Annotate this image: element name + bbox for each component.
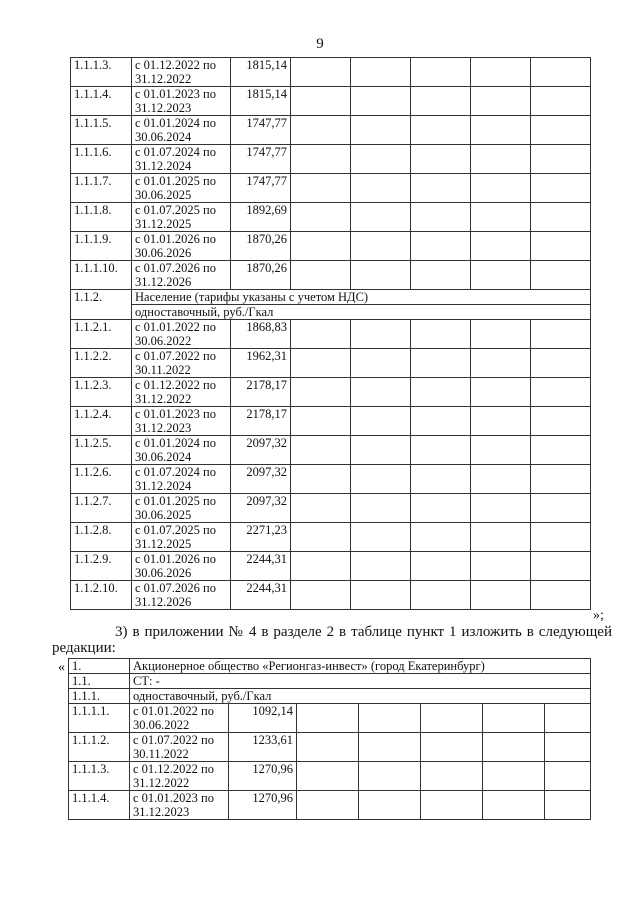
empty-cell [411,494,471,523]
empty-cell [483,791,545,820]
empty-cell [291,116,351,145]
row-number: 1.1.2.8. [71,523,132,552]
row-number: 1.1.1.2. [69,733,130,762]
empty-cell [471,581,531,610]
group-row [71,290,591,305]
period-end: 31.12.2024 [135,159,192,173]
period-end: 31.12.2023 [133,805,190,819]
tariff-row [71,116,591,145]
empty-cell [421,762,483,791]
tariff-row [71,261,591,290]
empty-cell [545,704,591,733]
tariff-value: 1870,26 [231,261,291,290]
tariff-value: 1870,26 [231,232,291,261]
empty-cell [351,523,411,552]
period-end: 31.12.2024 [135,479,192,493]
empty-cell [471,232,531,261]
empty-cell [351,203,411,232]
row-number: 1.1.1.7. [71,174,132,203]
empty-cell [411,465,471,494]
tariff-value: 1815,14 [231,58,291,87]
period-end: 31.12.2026 [135,595,192,609]
empty-cell [471,261,531,290]
row-number: 1.1.2.4. [71,407,132,436]
empty-cell [291,581,351,610]
empty-cell [297,733,359,762]
period-cell [130,733,229,762]
tariff-table-continuation [70,57,591,610]
closing-quote: »; [593,608,604,623]
period-end: 31.12.2025 [135,217,192,231]
empty-cell [351,581,411,610]
empty-cell [297,762,359,791]
row-number: 1.1.1.4. [69,791,130,820]
empty-cell [291,349,351,378]
row-number: 1.1.1.8. [71,203,132,232]
empty-cell [471,552,531,581]
tariff-row [71,58,591,87]
empty-cell [297,791,359,820]
group-title: Население (тарифы указаны с учетом НДС) [132,290,591,305]
tariff-row [71,87,591,116]
empty-cell [411,581,471,610]
empty-cell [471,523,531,552]
org-title: Акционерное общество «Регионгаз-инвест» (город Екатеринбург) [130,659,591,674]
period-start: с 01.01.2023 по [135,87,216,101]
tariff-row [71,145,591,174]
empty-cell [531,436,591,465]
group-subtitle-row [71,305,591,320]
empty-cell [471,87,531,116]
tariff-row [71,581,591,610]
empty-cell [411,407,471,436]
period-start: с 01.01.2024 по [135,436,216,450]
tariff-value: 1962,31 [231,349,291,378]
tariff-row [69,733,591,762]
opening-quote: « [58,660,65,675]
empty-cell [291,174,351,203]
empty-cell [471,145,531,174]
empty-cell [291,494,351,523]
empty-cell [471,203,531,232]
empty-cell [471,494,531,523]
paragraph-text: 3) в приложении № 4 в разделе 2 в таблице пункт 1 изложить в следующей редакции: [52,624,612,656]
period-start: с 01.01.2022 по [135,320,216,334]
empty-cell [291,436,351,465]
period-start: с 01.01.2024 по [135,116,216,130]
period-start: с 01.07.2022 по [135,349,216,363]
period-cell [132,552,231,581]
empty-cell [351,58,411,87]
empty-cell [411,145,471,174]
empty-cell [351,552,411,581]
empty-cell [359,762,421,791]
tariff-value: 1892,69 [231,203,291,232]
tariff-row [71,378,591,407]
period-end: 30.06.2026 [135,246,192,260]
empty-cell [411,174,471,203]
empty-cell [359,704,421,733]
empty-cell [421,704,483,733]
period-start: с 01.01.2026 по [135,232,216,246]
empty-cell [291,552,351,581]
empty-cell [531,87,591,116]
empty-cell [291,58,351,87]
period-cell [132,378,231,407]
empty-cell [291,145,351,174]
tariff-value: 2178,17 [231,407,291,436]
empty-cell [471,378,531,407]
period-start: с 01.01.2022 по [133,704,214,718]
period-end: 30.06.2025 [135,508,192,522]
row-number: 1.1.1.9. [71,232,132,261]
empty-cell [531,349,591,378]
empty-cell [351,407,411,436]
empty-cell [531,523,591,552]
empty-cell [471,407,531,436]
empty-cell [531,407,591,436]
empty-cell [531,552,591,581]
period-end: 30.11.2022 [135,363,191,377]
tariff-row [71,174,591,203]
period-cell [132,581,231,610]
empty-cell [471,116,531,145]
empty-cell [351,494,411,523]
tariff-row [71,552,591,581]
tariff-value: 2097,32 [231,436,291,465]
tariff-value: 1868,83 [231,320,291,349]
empty-cell [297,704,359,733]
tariff-table-new [68,658,591,820]
empty-cell [291,203,351,232]
rate-type-title: одноставочный, руб./Гкал [130,689,591,704]
empty-cell [351,232,411,261]
empty-cell [545,791,591,820]
empty-cell [359,791,421,820]
org-number: 1. [69,659,130,674]
tariff-row [69,791,591,820]
empty-cell [411,58,471,87]
empty-cell [531,320,591,349]
row-number: 1.1.1.3. [69,762,130,791]
empty-cell [471,436,531,465]
empty-cell [291,465,351,494]
tariff-value: 2244,31 [231,581,291,610]
empty-cell [545,762,591,791]
tariff-value: 1270,96 [229,762,297,791]
empty-cell [291,523,351,552]
period-end: 31.12.2023 [135,101,192,115]
empty-cell [411,232,471,261]
empty-cell [411,261,471,290]
period-cell [132,203,231,232]
empty-cell [411,552,471,581]
empty-cell [531,494,591,523]
period-start: с 01.01.2023 по [133,791,214,805]
period-start: с 01.07.2025 по [135,523,216,537]
period-start: с 01.07.2022 по [133,733,214,747]
period-cell [132,174,231,203]
tariff-row [71,523,591,552]
empty-cell [411,87,471,116]
empty-cell [531,465,591,494]
empty-cell [421,791,483,820]
tariff-value: 1747,77 [231,145,291,174]
empty-cell [471,58,531,87]
row-number: 1.1.2.9. [71,552,132,581]
empty-cell [411,320,471,349]
empty-cell [351,174,411,203]
period-cell [132,494,231,523]
period-end: 30.06.2024 [135,130,192,144]
row-number: 1.1.1.1. [69,704,130,733]
period-start: с 01.07.2026 по [135,261,216,275]
rate-type-row [69,689,591,704]
empty-cell [483,704,545,733]
empty-cell [351,436,411,465]
period-start: с 01.01.2025 по [135,174,216,188]
row-number: 1.1.1.6. [71,145,132,174]
empty-cell [531,261,591,290]
row-number: 1.1.2.6. [71,465,132,494]
period-cell [132,261,231,290]
period-cell [132,523,231,552]
empty-cell [483,733,545,762]
group-number: 1.1.2. [71,290,132,320]
empty-cell [531,145,591,174]
tariff-row [71,203,591,232]
empty-cell [471,174,531,203]
row-number: 1.1.2.7. [71,494,132,523]
period-end: 30.06.2024 [135,450,192,464]
period-cell [132,58,231,87]
system-number: 1.1. [69,674,130,689]
period-cell [130,791,229,820]
org-row [69,659,591,674]
period-end: 30.11.2022 [133,747,189,761]
period-start: с 01.01.2026 по [135,552,216,566]
tariff-row [71,407,591,436]
period-cell [130,762,229,791]
period-end: 31.12.2022 [133,776,190,790]
tariff-row [71,465,591,494]
tariff-row [71,494,591,523]
row-number: 1.1.2.3. [71,378,132,407]
empty-cell [531,378,591,407]
tariff-value: 1747,77 [231,174,291,203]
empty-cell [471,465,531,494]
period-start: с 01.01.2025 по [135,494,216,508]
tariff-row [69,762,591,791]
empty-cell [531,203,591,232]
system-row [69,674,591,689]
empty-cell [411,378,471,407]
page-number: 9 [316,36,324,52]
empty-cell [471,349,531,378]
period-end: 31.12.2022 [135,392,192,406]
tariff-row [71,436,591,465]
period-cell [132,407,231,436]
period-start: с 01.07.2024 по [135,145,216,159]
tariff-value: 2271,23 [231,523,291,552]
period-start: с 01.01.2023 по [135,407,216,421]
empty-cell [411,116,471,145]
period-end: 30.06.2022 [135,334,192,348]
tariff-value: 1747,77 [231,116,291,145]
period-cell [130,704,229,733]
tariff-value: 2097,32 [231,494,291,523]
row-number: 1.1.2.1. [71,320,132,349]
period-start: с 01.07.2025 по [135,203,216,217]
period-end: 31.12.2026 [135,275,192,289]
row-number: 1.1.2.5. [71,436,132,465]
tariff-value: 1815,14 [231,87,291,116]
empty-cell [351,145,411,174]
tariff-value: 1233,61 [229,733,297,762]
period-start: с 01.07.2026 по [135,581,216,595]
empty-cell [291,407,351,436]
period-start: с 01.12.2022 по [135,58,216,72]
empty-cell [531,174,591,203]
period-start: с 01.07.2024 по [135,465,216,479]
row-number: 1.1.2.2. [71,349,132,378]
empty-cell [411,349,471,378]
period-cell [132,232,231,261]
row-number: 1.1.1.3. [71,58,132,87]
period-end: 30.06.2025 [135,188,192,202]
period-cell [132,87,231,116]
row-number: 1.1.1.10. [71,261,132,290]
period-end: 30.06.2022 [133,718,190,732]
empty-cell [291,232,351,261]
empty-cell [531,232,591,261]
empty-cell [291,320,351,349]
empty-cell [411,203,471,232]
tariff-value: 1092,14 [229,704,297,733]
row-number: 1.1.1.4. [71,87,132,116]
period-cell [132,116,231,145]
empty-cell [351,465,411,494]
empty-cell [531,116,591,145]
empty-cell [531,58,591,87]
empty-cell [351,116,411,145]
empty-cell [545,733,591,762]
tariff-row [71,320,591,349]
tariff-row [69,704,591,733]
period-cell [132,320,231,349]
empty-cell [291,261,351,290]
period-start: с 01.12.2022 по [133,762,214,776]
tariff-value: 2178,17 [231,378,291,407]
empty-cell [471,320,531,349]
empty-cell [531,581,591,610]
period-end: 31.12.2022 [135,72,192,86]
period-cell [132,145,231,174]
amendment-paragraph [52,624,612,656]
period-start: с 01.12.2022 по [135,378,216,392]
tariff-row [71,349,591,378]
empty-cell [411,436,471,465]
row-number: 1.1.1.5. [71,116,132,145]
empty-cell [411,523,471,552]
tariff-value: 2097,32 [231,465,291,494]
period-end: 31.12.2025 [135,537,192,551]
empty-cell [351,87,411,116]
empty-cell [351,378,411,407]
empty-cell [483,762,545,791]
empty-cell [359,733,421,762]
period-end: 31.12.2023 [135,421,192,435]
tariff-value: 1270,96 [229,791,297,820]
empty-cell [291,87,351,116]
empty-cell [351,349,411,378]
rate-type-number: 1.1.1. [69,689,130,704]
period-end: 30.06.2026 [135,566,192,580]
empty-cell [351,320,411,349]
tariff-value: 2244,31 [231,552,291,581]
tariff-row [71,232,591,261]
group-subtitle: одноставочный, руб./Гкал [132,305,591,320]
empty-cell [291,378,351,407]
period-cell [132,349,231,378]
empty-cell [351,261,411,290]
empty-cell [421,733,483,762]
row-number: 1.1.2.10. [71,581,132,610]
system-title: СТ: - [130,674,591,689]
period-cell [132,436,231,465]
period-cell [132,465,231,494]
